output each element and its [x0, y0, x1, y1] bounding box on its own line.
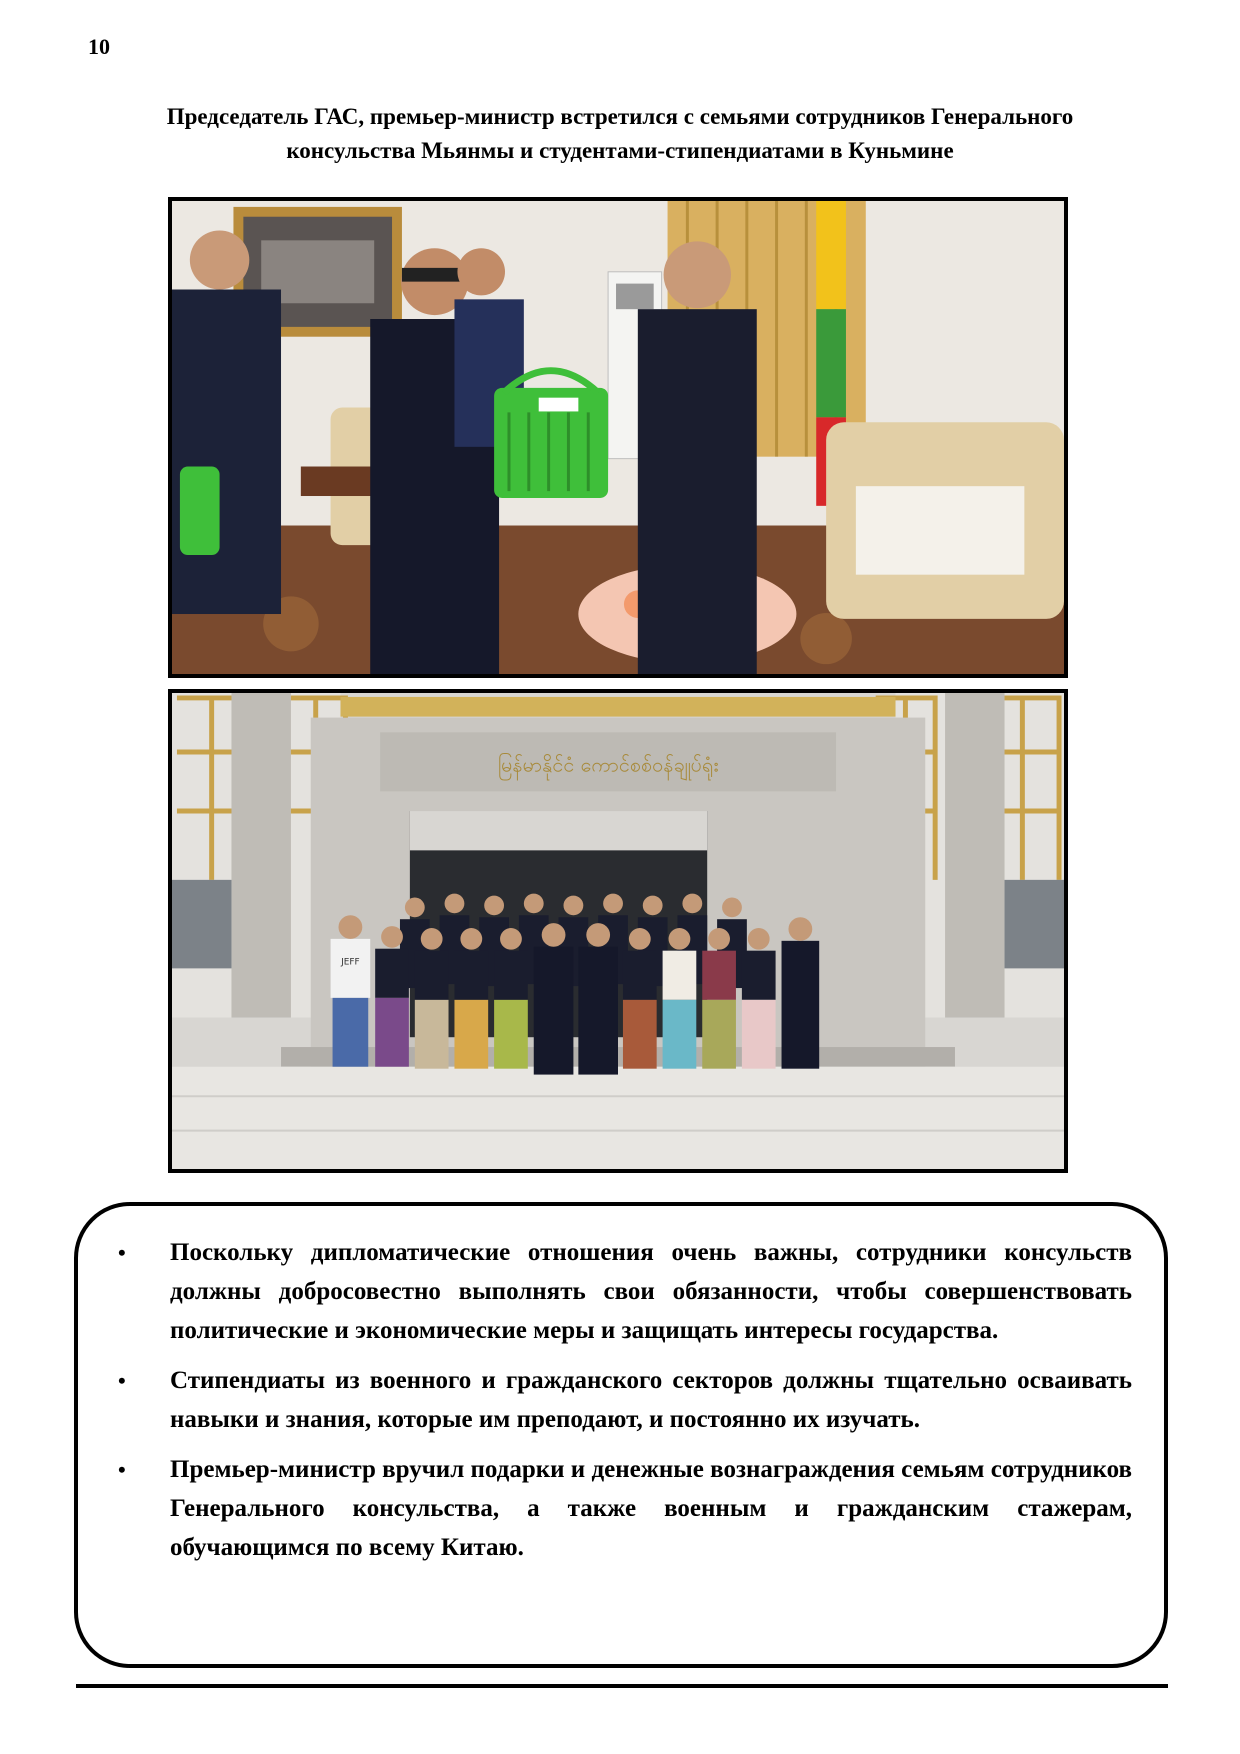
consulate-sign: မြန်မာနိုင်ငံ ကောင်စစ်ဝန်ချုပ်ရုံး [497, 753, 719, 777]
bullet-text: Поскольку дипломатические отношения очень важны, сотрудники консульств должны добросовестно выполнять свои обязанности, чтобы совершенствовать политические и экономические меры и защищать интересы государства. [170, 1239, 1132, 1344]
bullet-text: Стипендиаты из военного и гражданского секторов должны тщательно осваивать навыки и знания, которые им преподают, и постоянно их изучать. [170, 1367, 1132, 1433]
consulate-group-image [172, 693, 1064, 1169]
bullet-icon: • [118, 1368, 126, 1393]
shirt-print: JEFF [341, 957, 360, 968]
summary-box [74, 1202, 1168, 1668]
footer-divider [76, 1684, 1168, 1688]
page-number: 10 [88, 34, 110, 59]
page-title: Председатель ГАС, премьер-министр встретился с семьями сотрудников Генерального консульства Мьянмы и студентами-стипендиатами в Куньмине [166, 104, 1074, 163]
gift-ceremony-image [172, 201, 1064, 674]
bullet-item [108, 1233, 1132, 1350]
bullet-text: Премьер-министр вручил подарки и денежные вознаграждения семьям сотрудников Генерального консульства, а также военным и гражданским стажерам, обучающимся по всему Китаю. [170, 1456, 1132, 1561]
summary-bullet-list [108, 1233, 1132, 1578]
group-photo-consulate [168, 689, 1068, 1173]
bullet-item [108, 1361, 1132, 1439]
bullet-icon: • [118, 1457, 126, 1482]
bullet-icon: • [118, 1240, 126, 1265]
gift-ceremony-photo [168, 197, 1068, 678]
bullet-item [108, 1450, 1132, 1567]
